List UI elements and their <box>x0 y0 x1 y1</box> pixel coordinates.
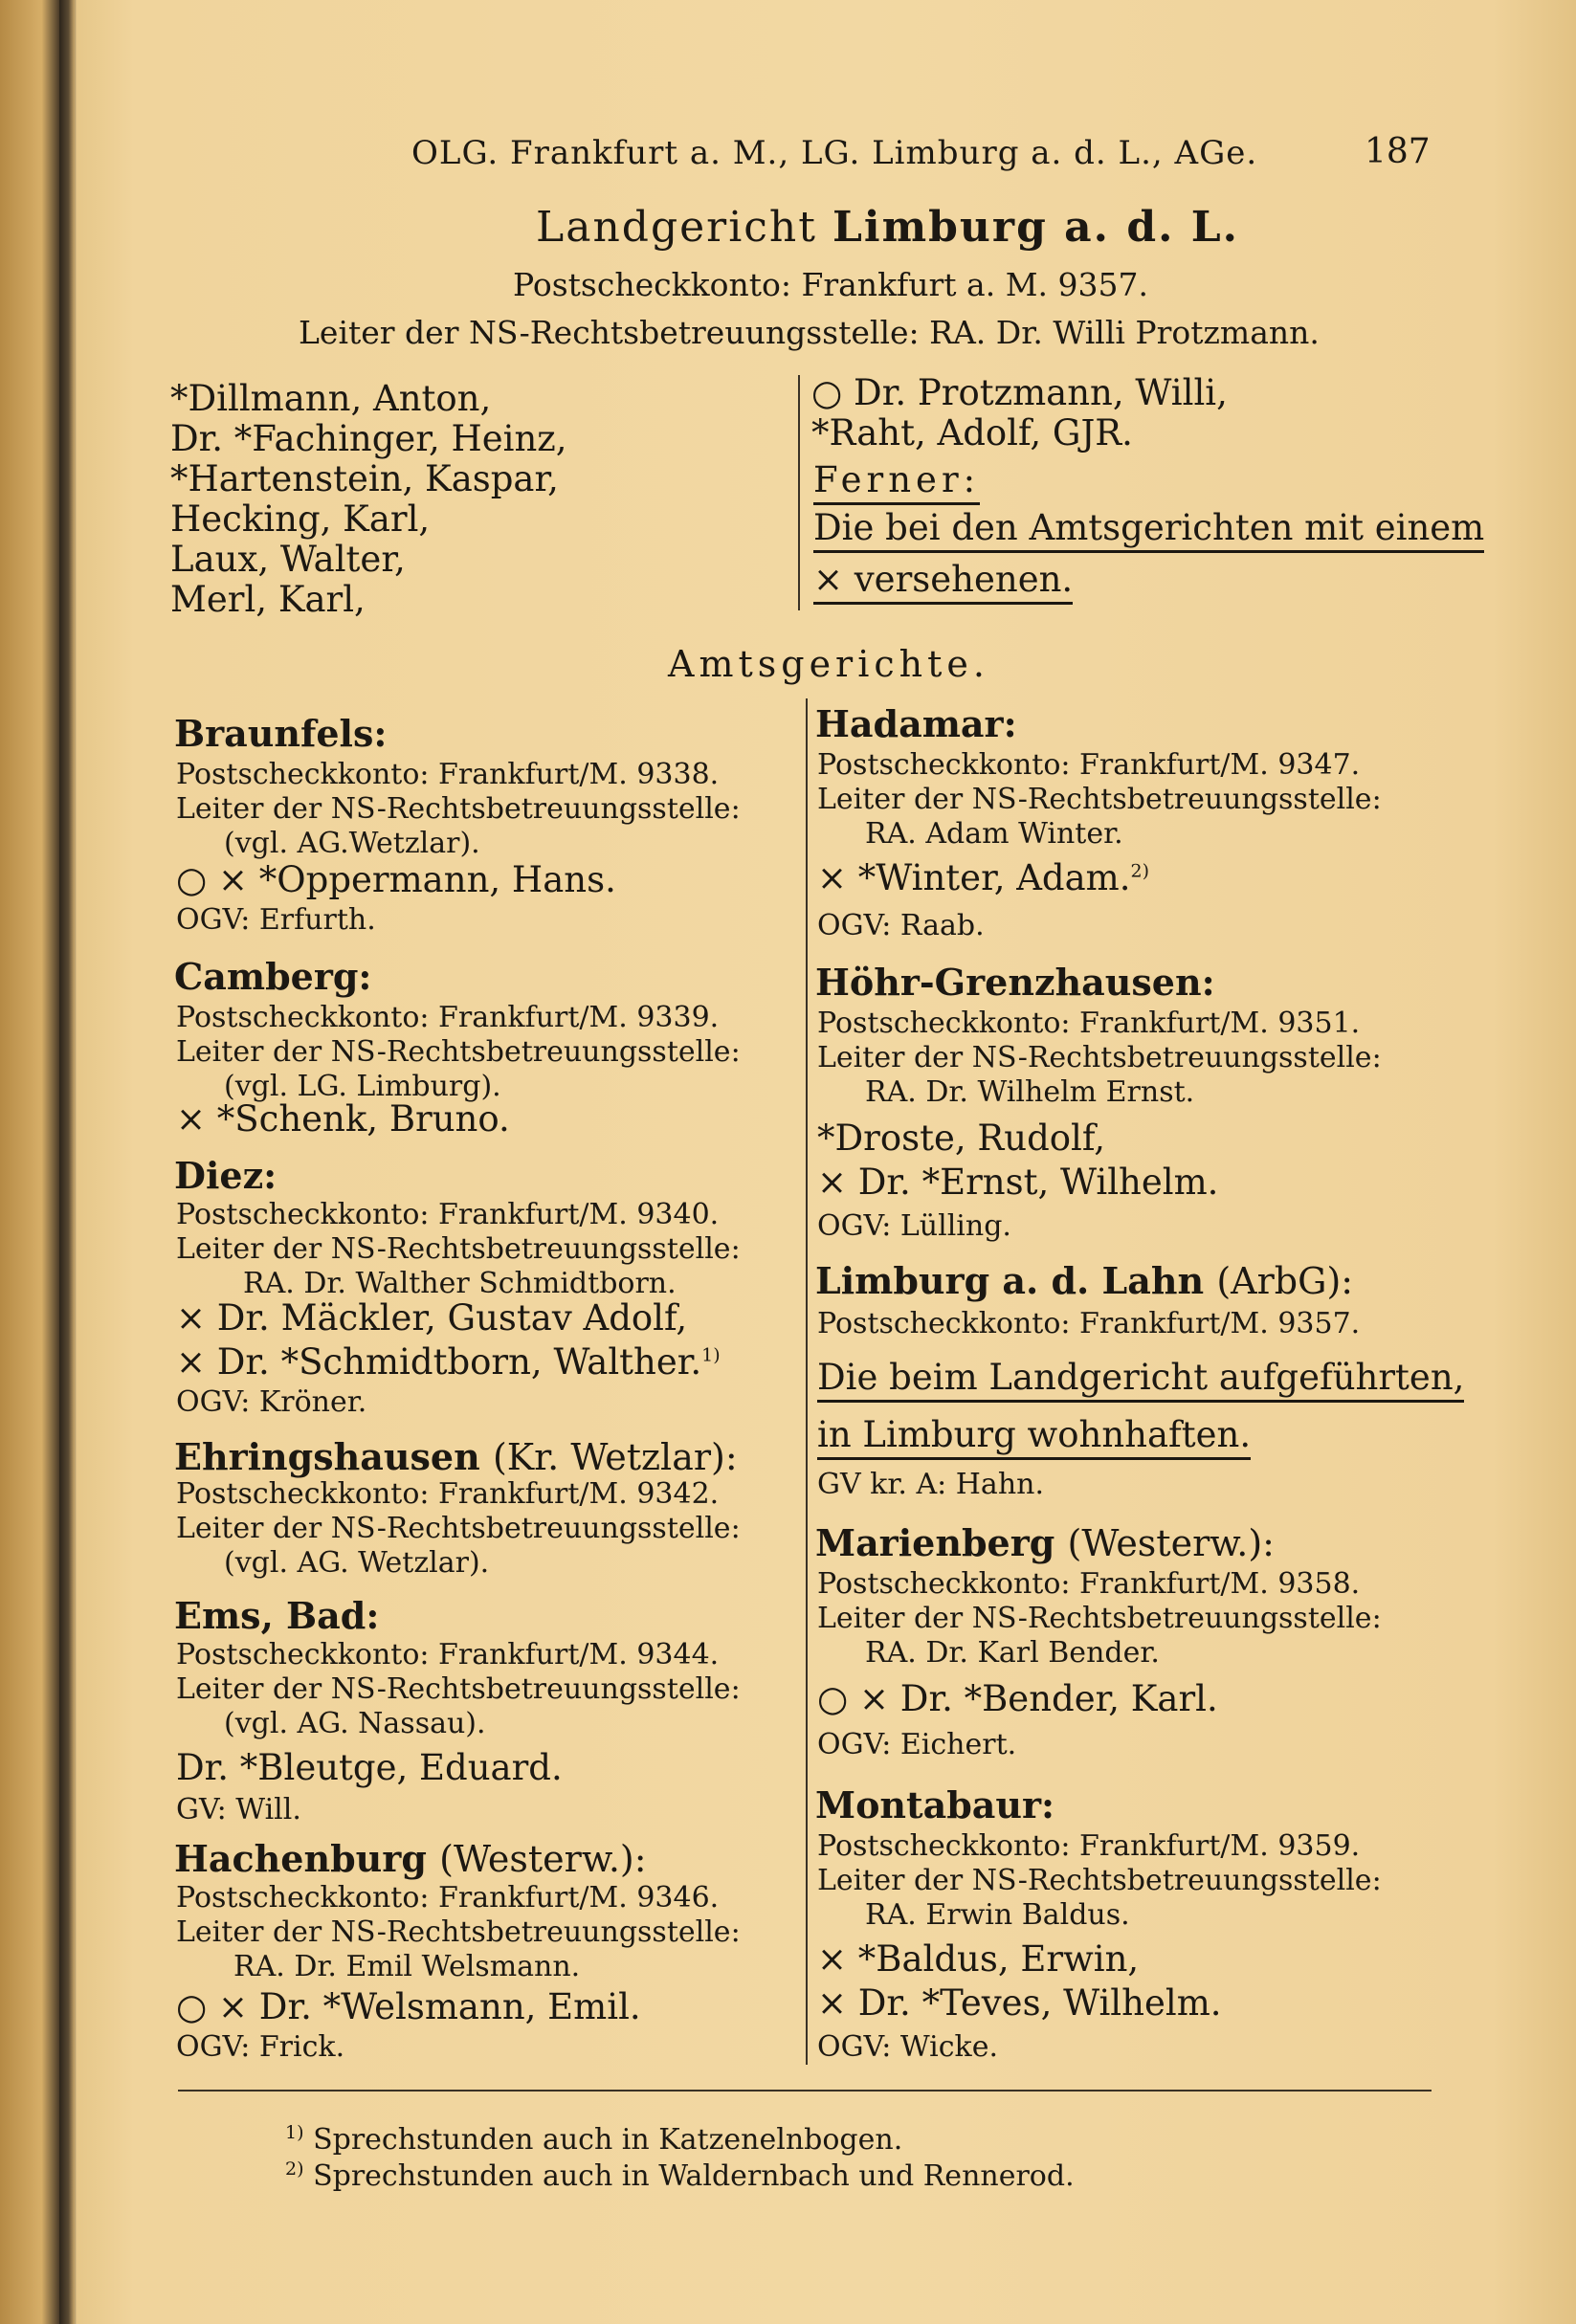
marienberg-person: ○ × Dr. *Bender, Karl. <box>817 1678 1218 1719</box>
left-page-edge <box>0 0 59 2324</box>
court-hadamar: Hadamar: <box>815 702 1017 745</box>
hadamar-person: × *Winter, Adam.$^{2)}$ <box>817 857 1150 898</box>
footnote-2: $^{2)}$ Sprechstunden auch in Waldernbach und Rennerod. <box>285 2158 1075 2193</box>
footnote-rule <box>178 2090 1432 2092</box>
landgericht-title <box>536 203 1239 252</box>
ferner-line-1: Die bei den Amtsgerichten mit einem <box>813 507 1484 548</box>
court-hoehr-grenzhausen: Höhr-Grenzhausen: <box>815 961 1215 1004</box>
diez-ogv: OGV: Kröner. <box>176 1385 367 1419</box>
court-braunfels: Braunfels: <box>174 712 388 755</box>
hoehr-person-1: *Droste, Rudolf, <box>817 1118 1106 1159</box>
court-limburg: Limburg a. d. Lahn (ArbG): <box>815 1259 1354 1302</box>
title-prefix: Landgericht <box>536 203 817 252</box>
title-place: Limburg a. d. L. <box>832 203 1239 252</box>
limburg-note-2: in Limburg wohnhaften. <box>817 1414 1251 1455</box>
lg-leiter: Leiter der NS-Rechtsbetreuungsstelle: RA. Dr. Willi Protzmann. <box>299 314 1320 351</box>
list-item: *Hartenstein, Kaspar, <box>170 458 559 499</box>
court-hachenburg: Hachenburg (Westerw.): <box>174 1837 647 1880</box>
ems-person: Dr. *Bleutge, Eduard. <box>176 1747 563 1788</box>
hoehr-person-2: × Dr. *Ernst, Wilhelm. <box>817 1162 1219 1203</box>
lg-postscheck: Postscheckkonto: Frankfurt a. M. 9357. <box>513 266 1148 303</box>
marienberg-ogv: OGV: Eichert. <box>817 1728 1017 1761</box>
court-ehringshausen: Ehringshausen (Kr. Wetzlar): <box>174 1435 738 1478</box>
montabaur-details: Postscheckkonto: Frankfurt/M. 9359. Leiter der NS-Rechtsbetreuungsstelle: RA. Erwin Baldus. <box>817 1829 1382 1932</box>
hachenburg-ogv: OGV: Frick. <box>176 2030 345 2064</box>
limburg-gv: GV kr. A: Hahn. <box>817 1468 1044 1501</box>
list-item: *Dillmann, Anton, <box>170 378 492 419</box>
hoehr-ogv: OGV: Lülling. <box>817 1209 1011 1243</box>
braunfels-ogv: OGV: Erfurth. <box>176 903 376 937</box>
page-number: 187 <box>1365 132 1431 171</box>
court-ems: Ems, Bad: <box>174 1594 380 1637</box>
ferner-label: Ferner: <box>813 459 980 500</box>
montabaur-ogv: OGV: Wicke. <box>817 2030 999 2064</box>
hachenburg-details: Postscheckkonto: Frankfurt/M. 9346. Leiter der NS-Rechtsbetreuungsstelle: RA. Dr. Emil Welsmann. <box>176 1881 741 1983</box>
hadamar-details: Postscheckkonto: Frankfurt/M. 9347. Leiter der NS-Rechtsbetreuungsstelle: RA. Adam Winter. <box>817 748 1382 851</box>
list-item: Merl, Karl, <box>170 579 366 620</box>
lg-left-names <box>170 379 567 620</box>
court-camberg: Camberg: <box>174 955 372 998</box>
ems-details: Postscheckkonto: Frankfurt/M. 9344. Leiter der NS-Rechtsbetreuungsstelle: (vgl. AG. Nassau). <box>176 1638 741 1740</box>
ehringshausen-details: Postscheckkonto: Frankfurt/M. 9342. Leiter der NS-Rechtsbetreuungsstelle: (vgl. AG. Wetzlar). <box>176 1477 741 1580</box>
court-diez: Diez: <box>174 1154 277 1197</box>
hachenburg-person: ○ × Dr. *Welsmann, Emil. <box>176 1986 641 2027</box>
limburg-note-1: Die beim Landgericht aufgeführten, <box>817 1357 1464 1398</box>
hoehr-details: Postscheckkonto: Frankfurt/M. 9351. Leiter der NS-Rechtsbetreuungsstelle: RA. Dr. Wilhelm Ernst. <box>817 1007 1382 1109</box>
diez-person-1: × Dr. Mäckler, Gustav Adolf, <box>176 1297 688 1339</box>
column-divider-top <box>798 375 800 610</box>
lg-right-names <box>811 373 1228 454</box>
hadamar-ogv: OGV: Raab. <box>817 909 985 942</box>
list-item: ○ Dr. Protzmann, Willi, <box>811 372 1228 413</box>
list-item: Dr. *Fachinger, Heinz, <box>170 418 567 459</box>
ferner-line-2: × versehenen. <box>813 559 1073 600</box>
footnote-1: $^{1)}$ Sprechstunden auch in Katzenelnbogen. <box>285 2122 903 2157</box>
diez-person-2: × Dr. *Schmidtborn, Walther.$^{1)}$ <box>176 1341 721 1383</box>
braunfels-details: Postscheckkonto: Frankfurt/M. 9338. Leiter der NS-Rechtsbetreuungsstelle: (vgl. AG.Wetzlar). <box>176 758 741 860</box>
court-montabaur: Montabaur: <box>815 1783 1055 1826</box>
limburg-postscheck: Postscheckkonto: Frankfurt/M. 9357. <box>817 1307 1361 1340</box>
list-item: Laux, Walter, <box>170 539 406 580</box>
court-marienberg: Marienberg (Westerw.): <box>815 1521 1275 1564</box>
running-title: OLG. Frankfurt a. M., LG. Limburg a. d. L., AGe. <box>411 134 1258 172</box>
braunfels-person: ○ × *Oppermann, Hans. <box>176 859 616 900</box>
diez-details: Postscheckkonto: Frankfurt/M. 9340. Leiter der NS-Rechtsbetreuungsstelle: RA. Dr. Walther Schmidtborn. <box>176 1198 741 1300</box>
marienberg-details: Postscheckkonto: Frankfurt/M. 9358. Leiter der NS-Rechtsbetreuungsstelle: RA. Dr. Karl Bender. <box>817 1567 1382 1670</box>
ems-gv: GV: Will. <box>176 1793 301 1826</box>
montabaur-person-1: × *Baldus, Erwin, <box>817 1938 1140 1980</box>
amtsgerichte-heading: Amtsgerichte. <box>668 643 989 685</box>
montabaur-person-2: × Dr. *Teves, Wilhelm. <box>817 1982 1222 2024</box>
camberg-person: × *Schenk, Bruno. <box>176 1098 510 1140</box>
column-divider <box>806 698 808 2065</box>
list-item: Hecking, Karl, <box>170 498 431 540</box>
book-gutter <box>59 0 75 2324</box>
list-item: *Raht, Adolf, GJR. <box>811 412 1133 454</box>
camberg-details: Postscheckkonto: Frankfurt/M. 9339. Leiter der NS-Rechtsbetreuungsstelle: (vgl. LG. Limburg). <box>176 1001 741 1103</box>
